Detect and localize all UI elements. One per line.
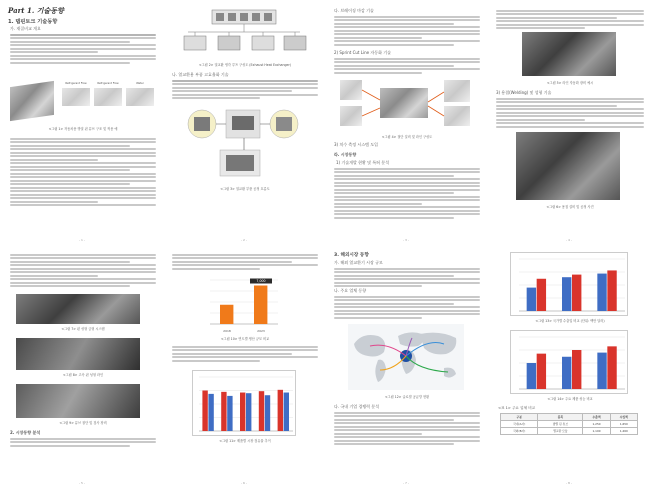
paragraph [496, 96, 644, 129]
thumb-label-1: Refrigerant Flow [65, 82, 87, 85]
figure-heat-exchanger [10, 82, 156, 122]
chart-bar [527, 363, 536, 389]
page-number: - 8 - [566, 481, 572, 485]
table-cell: 1,100 [583, 428, 610, 435]
section-heading: 3. 해외시장 동향 [334, 253, 369, 258]
chart-bar [572, 275, 581, 311]
chart-bar [527, 288, 536, 311]
chart-bar [562, 357, 571, 389]
figure-caption: <그림 8> 고속 핀 성형 라인 [62, 373, 104, 377]
page-number: - 4 - [566, 238, 572, 242]
figure-caption: <그림 3> 열교환 부품 공정 흐름도 [220, 187, 270, 191]
chart-bar [597, 274, 606, 311]
table-cell: 국내(A사) [501, 421, 538, 428]
mold-photo [16, 294, 140, 324]
paragraph [10, 136, 156, 208]
chart-performance-svg [511, 331, 629, 395]
figure-caption: <그림 14> 주요 제품 성능 비교 [547, 397, 593, 401]
chart-bar [278, 390, 283, 431]
thumb-image-1 [62, 88, 90, 106]
process-diagram [180, 106, 308, 182]
table-cell: 1,650 [610, 421, 637, 428]
table-cell: 1,260 [610, 428, 637, 435]
automation-photo [522, 32, 616, 76]
tick-label: 2018 [223, 329, 231, 333]
table-header: 수입액 [610, 414, 637, 421]
thumb-label-2: Refrigerant Flow [97, 82, 119, 85]
figure-caption: <그림 5> 라인 자동화 장비 예시 [546, 81, 594, 85]
table-row [501, 428, 638, 435]
chart-bar [607, 346, 616, 389]
value-tag: 7,000 [256, 279, 266, 284]
subsection-heading: 3) 용접(Welding) 및 성형 기술 [496, 90, 552, 95]
page-2 [164, 2, 324, 244]
figure-caption: <그림 2> 열교환 냉각 루프 구성도 (Exhaust Heat Exchanger) [198, 63, 292, 67]
page-number: - 6 - [241, 481, 247, 485]
subsection-heading: 1) 기술개발 현황 및 특허 분석 [336, 160, 389, 165]
chart-bar [597, 353, 606, 389]
figure-machines [340, 80, 472, 130]
table-row [501, 421, 638, 428]
subsection-heading: 다. 국내 기업 경쟁력 분석 [334, 404, 379, 409]
subsection-heading: 나. 주요 업체 동향 [334, 288, 367, 293]
chart-trade-svg [511, 253, 629, 317]
table-header: 수출액 [583, 414, 610, 421]
tick-label: 2023 [257, 329, 265, 333]
paragraph [172, 78, 318, 101]
table-title: <표 1> 주요 업체 비교 [498, 406, 536, 410]
table-cell: 열교환 모듈 [538, 428, 583, 435]
subsection-heading: 가. 재질비교 개요 [10, 26, 41, 31]
subsection-heading: 가. 해외 열교환기 시장 규모 [334, 260, 383, 265]
chart-bar [220, 305, 233, 324]
paragraph [10, 32, 156, 65]
chart-production-svg [202, 272, 282, 334]
chart-bar [246, 393, 251, 431]
page-number: - 1 - [79, 238, 85, 242]
figure-caption: <그림 6> 용접 설비 및 공정 사진 [546, 205, 594, 209]
page-6 [164, 246, 324, 487]
subsection-heading: 2) Sprint Cut Line 자동화 기술 [334, 50, 391, 55]
flow-diagram [178, 8, 310, 58]
page-8 [488, 246, 650, 487]
figure-caption: <그림 10> 연도별 생산 규모 비교 [220, 337, 270, 341]
chart-bar [202, 391, 207, 432]
paragraph [496, 8, 644, 31]
table-header: 구분 [501, 414, 538, 421]
welding-photo [516, 132, 620, 200]
world-map-figure [348, 324, 464, 390]
chart-bar [259, 391, 264, 431]
thumb-image-2 [94, 88, 122, 106]
subsection-heading: 나. 열교환용 부품 고효율화 기술 [172, 72, 229, 77]
page-7 [326, 246, 486, 487]
world-map-svg [348, 324, 464, 390]
chart-bar [537, 354, 546, 389]
table-header: 품목 [538, 414, 583, 421]
paragraph [334, 56, 480, 75]
figure-caption: <그림 4> 절단 설비 및 라인 구성도 [381, 135, 433, 139]
fin-line-photo [16, 338, 140, 370]
page-title: Part 1. 기술동향 [8, 6, 64, 15]
figure-caption: <그림 1> 자동차용 방열 핀 튜브 구조 및 적용 예 [48, 127, 118, 131]
chart-performance [510, 330, 628, 394]
chart-bar [572, 350, 581, 389]
page-5 [2, 246, 162, 487]
paragraph [334, 14, 480, 47]
figure-caption: <그림 9> 튜브 절단 및 검사 장비 [59, 421, 107, 425]
subsection-heading: 3) 치수 측정 시스템 도입 [334, 142, 378, 147]
chart-bar [221, 392, 226, 431]
paragraph [10, 252, 156, 289]
paragraph [334, 410, 480, 447]
page-number: - 2 - [241, 238, 247, 242]
thumb-image-3 [126, 88, 154, 106]
figure-caption: <그림 13> 국가별 수출입 비교 (단위: 백만 달러) [535, 319, 605, 323]
chart-bar [284, 393, 289, 431]
paragraph [334, 266, 480, 289]
section-heading: 라. 시장동향 [334, 152, 357, 157]
paragraph [172, 344, 318, 363]
paragraph [172, 252, 318, 271]
comparison-table-grid [500, 413, 638, 435]
page-4 [488, 2, 650, 244]
subsection-heading: 다. 브레이징 마감 기술 [334, 8, 374, 13]
thumb-row [62, 82, 156, 122]
cutting-photo [16, 384, 140, 418]
figure-caption: <그림 12> 글로벌 공급망 현황 [384, 395, 430, 399]
thumb-label-3: Water [136, 82, 144, 85]
flow-diagram-svg [178, 8, 310, 58]
chart-bar [607, 270, 616, 311]
chart-bar [265, 395, 270, 431]
comparison-table [500, 413, 638, 435]
table-cell: 1,250 [583, 421, 610, 428]
paragraph [334, 294, 480, 320]
page-3 [326, 2, 486, 244]
page-number: - 7 - [403, 481, 409, 485]
chart-bar [208, 394, 213, 431]
table-cell: 방열 핀 튜브 [538, 421, 583, 428]
table-cell: 국외(B사) [501, 428, 538, 435]
page-1 [2, 2, 162, 244]
process-diagram-svg [180, 106, 308, 182]
fin-tube-image [10, 81, 54, 121]
chart-market-share [192, 370, 296, 436]
paragraph [10, 436, 156, 448]
figure-caption: <그림 11> 제품별 시장 점유율 추이 [219, 439, 271, 443]
paragraph [334, 166, 480, 220]
chart-market-share-svg [193, 371, 297, 437]
figure-caption: <그림 7> 핀 성형 금형 시스템 [61, 327, 105, 331]
chart-bar [254, 286, 267, 325]
chart-bar [240, 393, 245, 431]
section-heading: 1. 탭핀토크 기술동향 [8, 19, 58, 25]
chart-production [202, 272, 282, 334]
arrow-overlay [340, 80, 472, 130]
chart-bar [227, 396, 232, 431]
chart-trade [510, 252, 628, 316]
chart-bar [562, 277, 571, 311]
chart-bar [537, 279, 546, 311]
page-number: - 5 - [79, 481, 85, 485]
page-number: - 3 - [403, 238, 409, 242]
section-heading: 2. 시장동향 분석 [10, 430, 41, 435]
